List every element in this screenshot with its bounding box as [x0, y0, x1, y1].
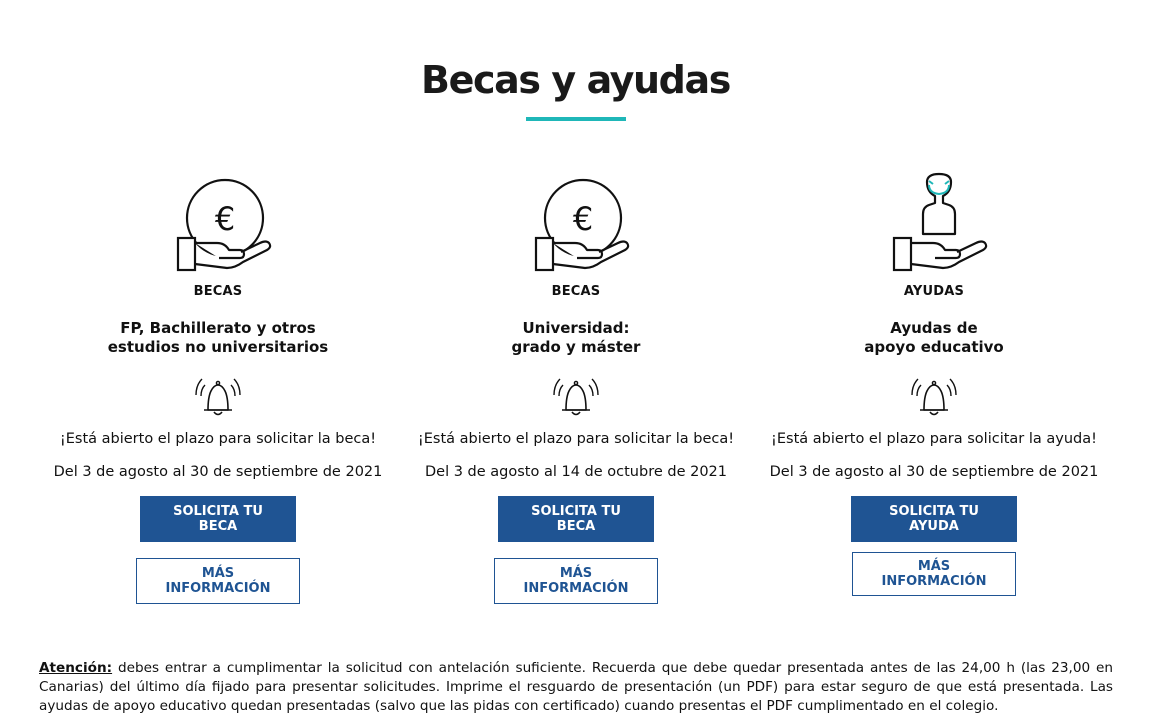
- more-info-button[interactable]: MÁS INFORMACIÓN: [494, 558, 658, 604]
- card-subtitle: FP, Bachillerato y otros estudios no universitarios: [107, 319, 329, 356]
- card-category: AYUDAS: [903, 284, 965, 299]
- attention-text: debes entrar a cumplimentar la solicitud con antelación suficiente. Recuerda que debe quedar presentada antes de las 24,00 h (las 23,00 en Canarias) del último día fijado para presentar solicitudes. Imprime el resguardo de presentación (un PDF) para estar seguro de que está presentada. Las ayudas de apoyo educativo quedan presentadas (salvo que las pidas con certificado) cuando presentas el PDF cumplimentado en el colegio.: [39, 659, 1113, 714]
- apply-scholarship-button[interactable]: SOLICITA TU BECA: [498, 496, 654, 542]
- open-status-text: ¡Está abierto el plazo para solicitar la beca!: [59, 431, 377, 447]
- euro-hand-icon: [521, 172, 631, 276]
- bell-icon: [193, 371, 243, 421]
- application-dates: Del 3 de agosto al 30 de septiembre de 2021: [53, 464, 383, 480]
- attention-label: Atención:: [39, 659, 113, 676]
- page-title: Becas y ayudas: [421, 58, 730, 102]
- bell-icon: [551, 371, 601, 421]
- person-hand-icon: [879, 172, 989, 276]
- open-status-text: ¡Está abierto el plazo para solicitar la ayuda!: [771, 431, 1097, 447]
- svg-text:€: €: [572, 200, 594, 238]
- application-dates: Del 3 de agosto al 14 de octubre de 2021: [424, 464, 728, 480]
- card-subtitle: Universidad: grado y máster: [511, 319, 641, 356]
- title-underline: [526, 117, 626, 121]
- open-status-text: ¡Está abierto el plazo para solicitar la beca!: [417, 431, 735, 447]
- card-subtitle: Ayudas de apoyo educativo: [864, 319, 1004, 356]
- scholarship-card-fp: [38, 172, 398, 604]
- apply-support-button[interactable]: SOLICITA TU AYUDA: [851, 496, 1017, 542]
- scholarship-card-university: [396, 172, 756, 604]
- bell-icon: [909, 371, 959, 421]
- application-dates: Del 3 de agosto al 30 de septiembre de 2021: [769, 464, 1099, 480]
- more-info-button[interactable]: MÁS INFORMACIÓN: [852, 552, 1016, 596]
- card-category: BECAS: [551, 284, 601, 299]
- apply-scholarship-button[interactable]: SOLICITA TU BECA: [140, 496, 296, 542]
- card-category: BECAS: [193, 284, 243, 299]
- educational-support-card: [754, 172, 1114, 596]
- attention-notice: [39, 659, 1113, 716]
- more-info-button[interactable]: MÁS INFORMACIÓN: [136, 558, 300, 604]
- svg-text:€: €: [214, 200, 236, 238]
- euro-hand-icon: [163, 172, 273, 276]
